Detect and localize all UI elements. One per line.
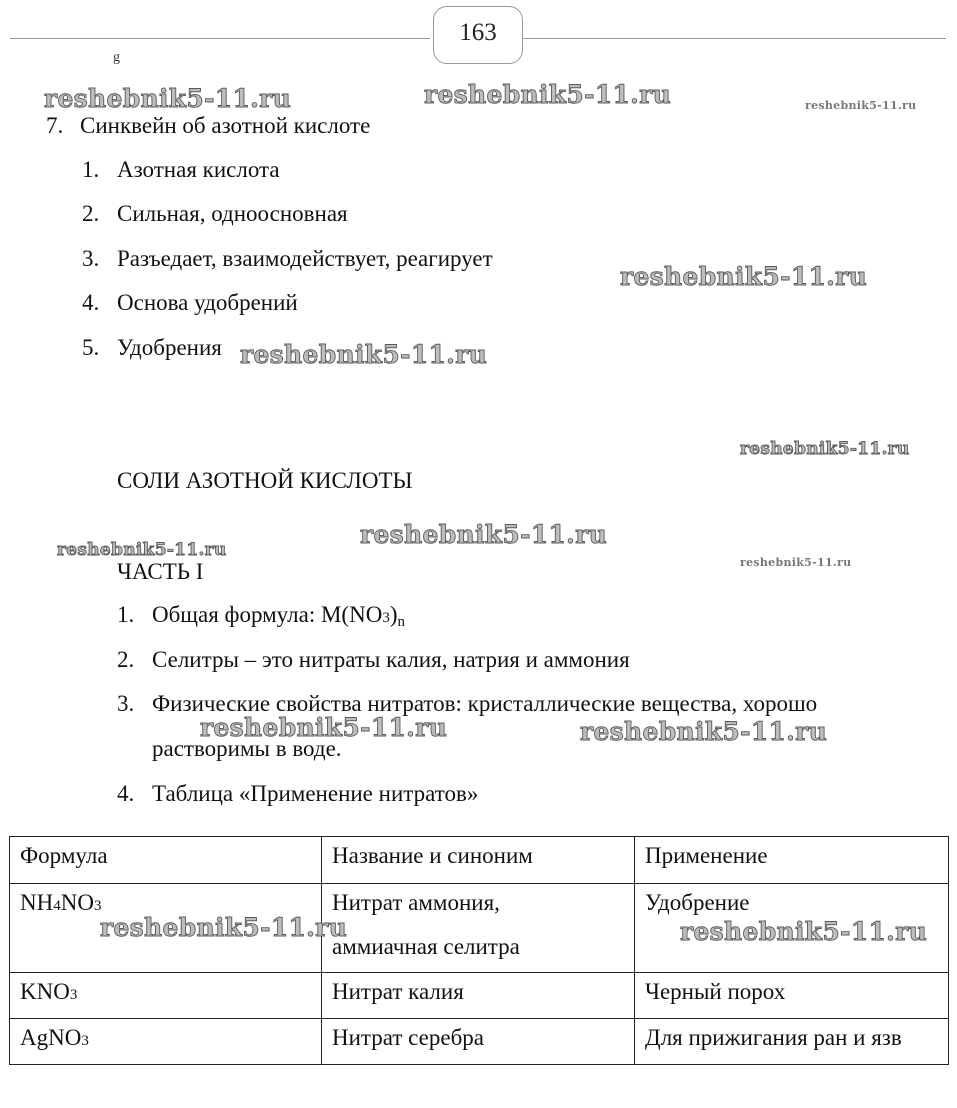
watermark: reshebnik5-11.ru <box>620 262 868 291</box>
use-cell: Для прижигания ран и язв <box>635 1019 949 1065</box>
list-item-number: 2. <box>82 201 100 226</box>
watermark: reshebnik5-11.ru <box>580 717 828 746</box>
formula-cell: KNO3 <box>10 973 322 1019</box>
list-item-number: 5. <box>82 335 100 360</box>
table-row <box>10 1019 949 1065</box>
watermark: reshebnik5-11.ru <box>805 99 917 112</box>
watermark: reshebnik5-11.ru <box>200 713 448 742</box>
list-item: Селитры – это нитраты калия, натрия и аммония <box>152 647 630 672</box>
name-cell: Нитрат калия <box>322 973 635 1019</box>
watermark: reshebnik5-11.ru <box>740 439 910 459</box>
list-item: Разъедает, взаимодействует, реагирует <box>117 246 493 271</box>
use-cell: Удобрение <box>635 884 949 973</box>
formula-cell: AgNO3 <box>10 1019 322 1065</box>
use-cell: Черный порох <box>635 973 949 1019</box>
list-item-number: 1. <box>117 602 135 627</box>
watermark: reshebnik5-11.ru <box>740 556 852 569</box>
table-header-cell: Применение <box>635 837 949 884</box>
table-header-cell: Формула <box>10 837 322 884</box>
nitrates-table <box>9 836 949 1065</box>
cropped-glyph: g <box>113 50 120 65</box>
watermark: reshebnik5-11.ru <box>680 917 928 946</box>
page-number: 163 <box>433 6 523 64</box>
list-item-number: 3. <box>82 246 100 271</box>
syncwine-title: Синквейн об азотной кислоте <box>80 113 371 138</box>
watermark: reshebnik5-11.ru <box>424 80 672 109</box>
list-item-number: 4. <box>117 781 135 806</box>
header-rule-left <box>10 38 430 39</box>
list-item: Основа удобрений <box>117 290 298 315</box>
watermark: reshebnik5-11.ru <box>360 520 608 549</box>
list-item-number: 3. <box>117 691 135 716</box>
name-cell: Нитрат аммония, аммиачная селитра <box>322 884 635 973</box>
syncwine-number: 7. <box>46 113 64 138</box>
part-title: ЧАСТЬ I <box>117 559 204 584</box>
name-cell: Нитрат серебра <box>322 1019 635 1065</box>
list-item-continuation: растворимы в воде. <box>152 736 342 761</box>
formula-cell: NH4NO3 <box>10 884 322 973</box>
table-header-cell: Название и синоним <box>322 837 635 884</box>
watermark: reshebnik5-11.ru <box>100 913 348 942</box>
section-title: СОЛИ АЗОТНОЙ КИСЛОТЫ <box>117 468 413 493</box>
table-row <box>10 973 949 1019</box>
list-item-number: 1. <box>82 157 100 182</box>
header-rule-right <box>522 38 946 39</box>
watermark: reshebnik5-11.ru <box>44 84 292 113</box>
watermark: reshebnik5-11.ru <box>57 540 227 560</box>
list-item: Таблица «Применение нитратов» <box>152 781 479 806</box>
list-item: Азотная кислота <box>117 157 280 182</box>
list-item-number: 2. <box>117 647 135 672</box>
list-item-number: 4. <box>82 290 100 315</box>
watermark: reshebnik5-11.ru <box>240 340 488 369</box>
list-item: Общая формула: M(NO3)n <box>152 602 405 630</box>
list-item: Физические свойства нитратов: кристаллические вещества, хорошо <box>152 691 818 716</box>
list-item: Сильная, одноосновная <box>117 201 348 226</box>
list-item: Удобрения <box>117 335 222 360</box>
table-header-row <box>10 837 949 884</box>
